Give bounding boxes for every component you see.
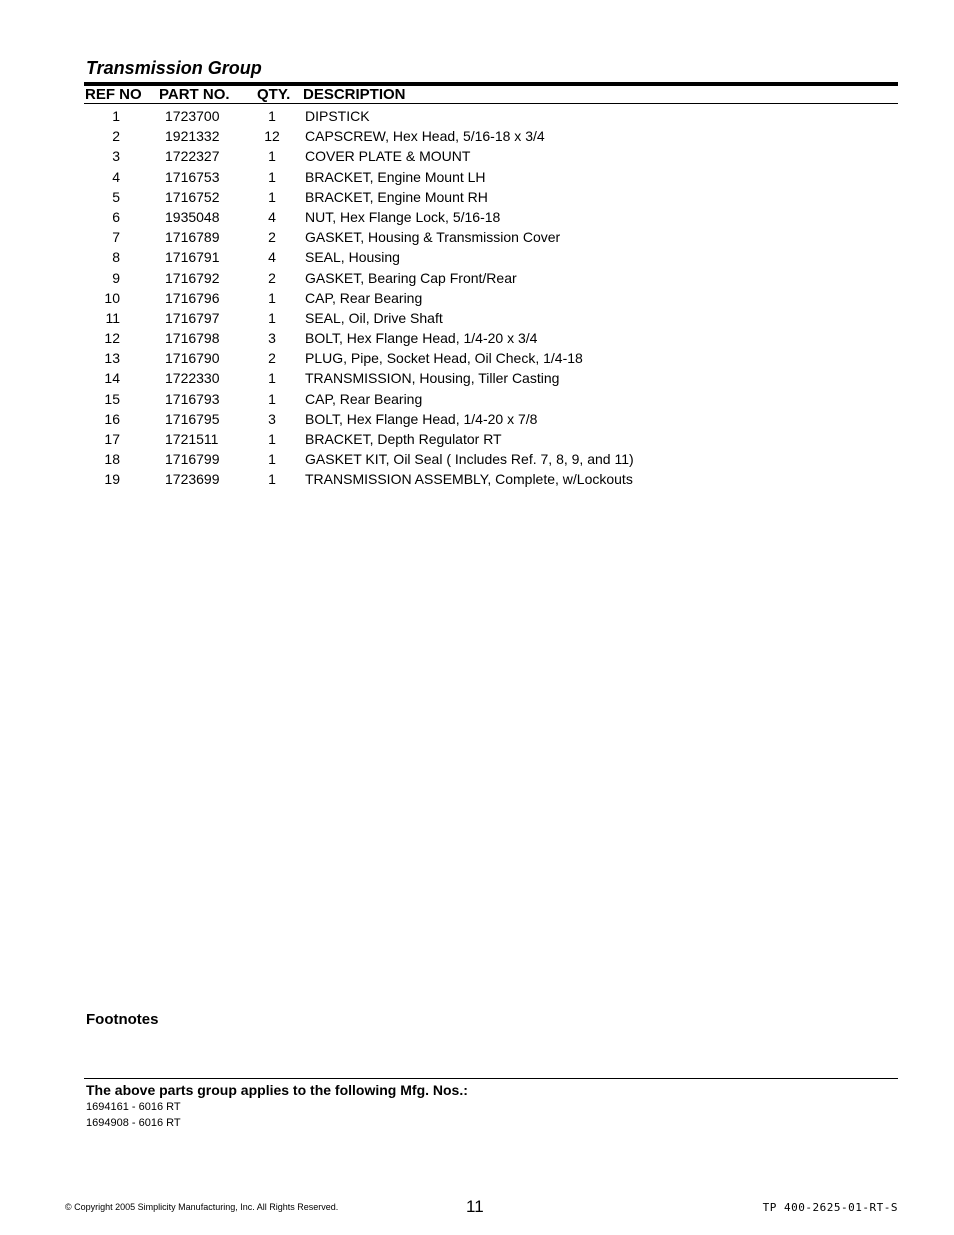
- cell-description: BOLT, Hex Flange Head, 1/4-20 x 7/8: [305, 410, 538, 427]
- table-row: [84, 409, 898, 429]
- cell-part-no: 1716752: [165, 188, 220, 205]
- table-header: [84, 86, 898, 104]
- cell-description: GASKET, Bearing Cap Front/Rear: [305, 269, 517, 286]
- cell-description: CAP, Rear Bearing: [305, 289, 423, 306]
- table-row: [84, 308, 898, 328]
- cell-qty: 1: [268, 370, 276, 387]
- table-row: [84, 389, 898, 409]
- cell-ref-no: 7: [112, 229, 120, 246]
- cell-ref-no: 12: [104, 330, 120, 347]
- table-row: [84, 146, 898, 166]
- cell-part-no: 1716799: [165, 451, 220, 468]
- cell-description: SEAL, Oil, Drive Shaft: [305, 309, 443, 326]
- cell-qty: 1: [268, 309, 276, 326]
- copyright-notice: © Copyright 2005 Simplicity Manufacturing, Inc. All Rights Reserved.: [65, 1202, 339, 1212]
- header-part-no: PART NO.: [159, 86, 230, 103]
- cell-ref-no: 5: [112, 188, 120, 205]
- cell-qty: 4: [268, 249, 276, 266]
- cell-part-no: 1716790: [165, 350, 220, 367]
- cell-ref-no: 11: [105, 309, 120, 326]
- cell-qty: 1: [268, 431, 276, 447]
- cell-part-no: 1716792: [165, 269, 220, 286]
- cell-part-no: 1723700: [165, 108, 220, 124]
- cell-ref-no: 13: [104, 350, 120, 367]
- cell-part-no: 1716797: [165, 309, 220, 326]
- cell-ref-no: 9: [112, 269, 120, 286]
- cell-part-no: 1722327: [165, 148, 220, 165]
- cell-description: BRACKET, Engine Mount RH: [305, 188, 488, 205]
- cell-qty: 3: [268, 330, 276, 347]
- cell-description: GASKET KIT, Oil Seal ( Includes Ref. 7, 8, 9, and 11): [305, 451, 634, 468]
- header-qty: QTY.: [257, 86, 291, 103]
- cell-qty: 1: [268, 148, 276, 165]
- cell-qty: 1: [268, 188, 276, 205]
- cell-description: BRACKET, Engine Mount LH: [305, 168, 486, 185]
- cell-qty: 2: [268, 269, 276, 286]
- table-row: [84, 207, 898, 227]
- table-row: [84, 167, 898, 187]
- cell-ref-no: 8: [112, 249, 120, 266]
- mfg-number: 1694908 - 6016 RT: [86, 1117, 181, 1129]
- cell-description: COVER PLATE & MOUNT: [305, 148, 471, 165]
- cell-qty: 1: [268, 471, 276, 488]
- cell-part-no: 1716753: [165, 168, 220, 185]
- cell-ref-no: 14: [104, 370, 120, 387]
- cell-description: PLUG, Pipe, Socket Head, Oil Check, 1/4-18: [305, 350, 583, 367]
- cell-ref-no: 17: [104, 431, 120, 447]
- header-description: DESCRIPTION: [303, 86, 406, 103]
- cell-part-no: 1716789: [165, 229, 220, 246]
- cell-description: SEAL, Housing: [305, 249, 400, 266]
- cell-qty: 1: [268, 451, 276, 468]
- mfg-number-list: [86, 1099, 181, 1131]
- footnotes-label: Footnotes: [86, 1011, 159, 1028]
- header-ref-no: REF NO: [85, 86, 142, 103]
- cell-description: BRACKET, Depth Regulator RT: [305, 431, 502, 447]
- table-row: [84, 469, 898, 489]
- cell-part-no: 1722330: [165, 370, 220, 387]
- cell-ref-no: 2: [112, 128, 120, 145]
- cell-ref-no: 15: [104, 390, 120, 407]
- cell-qty: 2: [268, 229, 276, 246]
- cell-ref-no: 19: [104, 471, 120, 488]
- cell-qty: 12: [264, 128, 280, 145]
- cell-part-no: 1716791: [165, 249, 220, 266]
- table-row: [84, 268, 898, 288]
- table-row: [84, 288, 898, 308]
- table-row: [84, 247, 898, 267]
- table-row: [84, 227, 898, 247]
- cell-description: CAPSCREW, Hex Head, 5/16-18 x 3/4: [305, 128, 545, 145]
- cell-part-no: 1716796: [165, 289, 220, 306]
- cell-part-no: 1721511: [165, 431, 219, 447]
- cell-description: TRANSMISSION, Housing, Tiller Casting: [305, 370, 560, 387]
- cell-ref-no: 6: [112, 208, 120, 225]
- document-code: TP 400-2625-01-RT-S: [762, 1201, 898, 1214]
- mfg-number: 1694161 - 6016 RT: [86, 1101, 181, 1113]
- cell-description: GASKET, Housing & Transmission Cover: [305, 229, 561, 246]
- cell-part-no: 1935048: [165, 208, 220, 225]
- table-row: [84, 106, 898, 126]
- cell-ref-no: 10: [104, 289, 120, 306]
- cell-ref-no: 4: [112, 168, 120, 185]
- mfg-divider: [84, 1078, 898, 1079]
- cell-qty: 2: [268, 350, 276, 367]
- table-row: [84, 429, 898, 449]
- cell-ref-no: 16: [104, 410, 120, 427]
- cell-part-no: 1716793: [165, 390, 220, 407]
- cell-part-no: 1716795: [165, 410, 220, 427]
- cell-ref-no: 1: [112, 108, 120, 124]
- cell-description: DIPSTICK: [305, 108, 370, 124]
- table-row: [84, 328, 898, 348]
- mfg-heading: The above parts group applies to the following Mfg. Nos.:: [86, 1082, 468, 1098]
- table-row: [84, 187, 898, 207]
- cell-description: TRANSMISSION ASSEMBLY, Complete, w/Lockouts: [305, 471, 633, 488]
- cell-qty: 3: [268, 410, 276, 427]
- table-row: [84, 368, 898, 388]
- cell-qty: 1: [268, 108, 276, 124]
- cell-description: BOLT, Hex Flange Head, 1/4-20 x 3/4: [305, 330, 538, 347]
- cell-qty: 1: [268, 289, 276, 306]
- table-row: [84, 449, 898, 469]
- cell-part-no: 1921332: [165, 128, 220, 145]
- table-row: [84, 126, 898, 146]
- cell-ref-no: 18: [104, 451, 120, 468]
- cell-qty: 4: [268, 208, 276, 225]
- parts-table-body: [84, 106, 898, 490]
- section-title: Transmission Group: [86, 58, 262, 78]
- cell-part-no: 1723699: [165, 471, 220, 488]
- cell-description: NUT, Hex Flange Lock, 5/16-18: [305, 208, 501, 225]
- cell-part-no: 1716798: [165, 330, 220, 347]
- cell-ref-no: 3: [112, 148, 120, 165]
- cell-qty: 1: [268, 168, 276, 185]
- cell-qty: 1: [268, 390, 276, 407]
- cell-description: CAP, Rear Bearing: [305, 390, 423, 407]
- table-row: [84, 348, 898, 368]
- page-number: 11: [466, 1197, 484, 1216]
